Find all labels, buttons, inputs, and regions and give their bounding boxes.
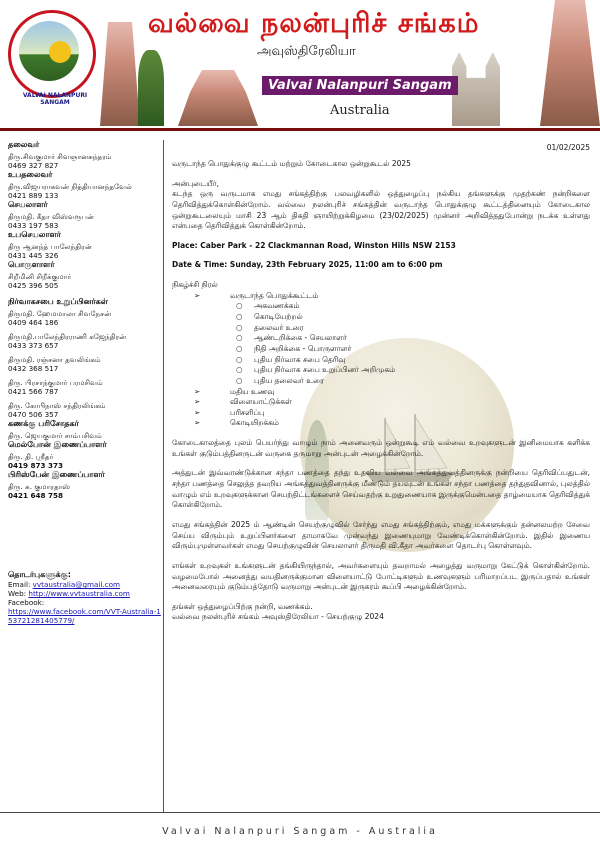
country-label: Australia — [330, 103, 390, 118]
logo-text: VALVAI NALANPURI SANGAM — [22, 92, 88, 106]
contact-heading: தொடர்புகளுக்கு: — [8, 570, 71, 579]
list-item-label: புதிய தலைவர் உரை — [254, 375, 325, 385]
position-secretary — [8, 200, 163, 230]
person-name: திருமதி. ஹேமமாலா சிவநேசன் — [8, 309, 112, 318]
list-item-label: பரிசளிப்பு — [230, 407, 265, 417]
role-label: கணக்கு பரிசோதகர் — [8, 419, 79, 428]
circle-bullet-icon: ○ — [236, 343, 243, 353]
role-label: உபசெயலாளர் — [8, 230, 61, 239]
role-label: செயலாளர் — [8, 200, 48, 209]
list-item-label: மதிய உணவு — [230, 386, 275, 396]
position-president — [8, 140, 163, 170]
position-brisbane-coordinator — [8, 470, 163, 500]
list-item-label: நிதி அறிக்கை - பொருளாளர் — [254, 343, 352, 353]
phone-number: 0409 464 186 — [8, 318, 59, 327]
committee-member — [8, 378, 163, 396]
footer-divider — [0, 812, 600, 813]
phone-number: 0421 889 133 — [8, 191, 59, 200]
program-other-list — [172, 387, 590, 430]
role-label: உபதலைவர் — [8, 170, 53, 179]
list-item — [172, 387, 590, 398]
circle-bullet-icon: ○ — [236, 322, 243, 332]
list-item-label: புதிய நிர்வாக சபை தெரிவு — [254, 354, 346, 364]
association-logo — [8, 10, 96, 98]
list-item — [172, 376, 590, 387]
program-heading: நிகழ்ச்சி நிரல் — [172, 280, 218, 290]
web-label: Web: — [8, 589, 27, 598]
circle-bullet-icon: ○ — [236, 333, 243, 343]
list-item-label: விளையாட்டுக்கள் — [230, 397, 292, 407]
contact-block — [8, 570, 163, 625]
circle-bullet-icon: ○ — [236, 312, 243, 322]
email-label: Email: — [8, 580, 31, 589]
phone-number: 0421 566 787 — [8, 387, 59, 396]
tamil-subtitle: அவுஸ்திரேலியா — [257, 44, 356, 59]
person-name: திரு. சு. குமாரதாஸ் — [8, 482, 71, 491]
program-list — [172, 291, 590, 302]
arrow-bullet-icon: ➢ — [194, 407, 201, 417]
phone-number: 0432 368 517 — [8, 364, 59, 373]
committee-member — [8, 355, 163, 373]
person-name: திரு. பிரசாந்குமார் பரமசிவம் — [8, 378, 103, 387]
agm-agenda-list — [172, 301, 590, 386]
letterhead — [0, 0, 600, 130]
position-vice-president — [8, 170, 163, 200]
arrow-bullet-icon: ➢ — [194, 418, 201, 428]
list-item-label: புதிய நிர்வாக சபை உறுப்பினர் அறிமுகம் — [254, 365, 396, 375]
position-auditor — [8, 419, 163, 440]
header-divider — [0, 128, 600, 131]
position-vice-secretary — [8, 230, 163, 260]
paragraph-committee-call: எமது சங்கத்தின் 2025 ம் ஆண்டின் செயற்குழுவில் சேர்ந்து எமது சங்கத்திற்கும், எமது மக்களுக்கும் தன்னலமற்ற சேவை செய்ய விரும்பும் உறுப்பினர்களை தாமாகவே முன்வந்து இணையுமாறு வேண்டிக்கொள்கின்றோம். இதில் இணைய விரும்புமுள்ளவர்கள் எமது செயற்குழுவின் செயலாளர் திருமதி வி.கீதா அவர்களை தொடர்பு கொள்ளவும். — [172, 519, 590, 551]
role-label: தலைவர் — [8, 140, 40, 149]
position-melbourne-coordinator — [8, 440, 163, 470]
tamil-title: வல்வை நலன்புரிச் சங்கம் — [148, 8, 480, 39]
list-item — [172, 301, 590, 312]
list-item — [172, 333, 590, 344]
email-link[interactable]: vvtaustralia@gmail.com — [32, 580, 121, 589]
arrow-bullet-icon: ➢ — [194, 397, 201, 407]
list-item — [172, 397, 590, 408]
arrow-bullet-icon: ➢ — [194, 290, 201, 300]
footer-text: Valvai Nalanpuri Sangam - Australia — [162, 826, 438, 837]
list-item — [172, 418, 590, 429]
phone-number: 0470 506 357 — [8, 410, 59, 419]
phone-number: 0433 373 657 — [8, 341, 59, 350]
english-title: Valvai Nalanpuri Sangam — [262, 76, 458, 95]
letter-date: 01/02/2025 — [546, 143, 590, 152]
paragraph-invitation: கோடைகாலத்தை புலம் பெயர்ந்து வாழும் நாம் அனைவரும் ஒன்றுகூடி எம் வல்வை உறவுகளுடன் இனிமையாக களிக்க உங்கள் குடும்பத்தினருடன் வருகை தருமாறு அன்புடன் அழைக்கின்றோம். — [172, 438, 590, 458]
circle-bullet-icon: ○ — [236, 301, 243, 311]
committee-member — [8, 401, 163, 419]
paragraph-subscription: அத்துடன் இவ்வாண்டுக்கான சந்தா பணத்தை தந்து உதவிய வல்வை அங்கத்துவத்தினருக்கு நன்றியை தெரிவிப்பதுடன், சந்தா பணத்தை செலுத்த தவறிய அங்கத்துவத்தினருக்கு மீண்டும் தயவுடன் உங்கள் சந்தா பணத்தை தந்துதவினால், புலத்தில் வாழும் எம் உறவுகளுக்கான செயற்திட்டங்களைச் செய்வதற்கு உறுதுணையாக இருக்குமென்பதை தாழ்மையாக தெரிவித்துக் கொள்கிறோம். — [172, 468, 590, 510]
role-label: பிரிஸ்பேன் இணைப்பாளர் — [8, 470, 105, 479]
letter-title: வருடாந்த பொதுக்குழு கூட்டம் மற்றும் கோடைகால ஒன்றுகூடல் 2025 — [172, 159, 411, 168]
list-item-label: வருடாந்த பொதுக்கூட்டம் — [230, 290, 319, 300]
list-item-label: கொடியேற்றல் — [254, 312, 303, 322]
phone-number: 0425 396 505 — [8, 281, 59, 290]
person-name: திருமதி. ரஞ்சனா தவலிங்கம் — [8, 355, 101, 364]
person-name: திருமதி.பாலேந்திரராணி கஜேந்திரன் — [8, 332, 127, 341]
list-item — [172, 365, 590, 376]
palm-tree-image — [138, 50, 164, 126]
circle-bullet-icon: ○ — [236, 375, 243, 385]
phone-number: 0433 197 583 — [8, 221, 59, 230]
list-item — [172, 344, 590, 355]
list-item-label: தலைவர் உரை — [254, 322, 304, 332]
temple-gopuram-image — [100, 22, 140, 126]
web-row — [8, 589, 163, 598]
person-name: திரு ஆனந்த் பாலேந்திரன் — [8, 242, 92, 251]
person-name: திரு. கோபிநாஸ் சந்திரலிங்கம் — [8, 401, 106, 410]
facebook-link[interactable]: https://www.facebook.com/VVT-Australia-153721281405779/ — [8, 607, 161, 625]
committee-sidebar — [8, 140, 163, 780]
phone-number: 0419 873 373 — [8, 461, 64, 470]
position-treasurer — [8, 260, 163, 290]
circle-bullet-icon: ○ — [236, 365, 243, 375]
salutation: அன்புடையீர், — [172, 178, 219, 188]
person-name: திரு.விஜயராகவன் நித்தியானந்தவேல் — [8, 182, 133, 191]
list-item-label: ஆண்டறிக்கை - செயலாளர் — [254, 333, 347, 343]
facebook-label: Facebook: — [8, 598, 45, 607]
paragraph-intro: கடந்த ஒரு வருடமாக எமது சங்கத்திற்கு பலவழிகளில் ஒத்துழைப்பு நல்கிய தங்களுக்கு முதற்கண் நன்றிகளை தெரிவித்துக்கொள்கின்றோம். வல்வை நலன்புரிச் சங்கத்தின் வருடாந்த பொதுக்குழு கூட்டத்தினையும் கோடைகால ஒன்றுகூடலையும் மாசி 23 ஆம் திகதி ஞாயிற்றுக்கிழமை (23/02/2025) முன்னர் அறிவித்ததுபோன்று நடக்க உள்ளது என்பதை தெரிவித்துக் கொள்கின்றோம். — [172, 189, 590, 231]
committee-member — [8, 332, 163, 350]
person-name: திரு. தி. ஸ்ரீதர் — [8, 452, 54, 461]
person-name: திரு.சிவகுமார் சிவஞானசுந்தரம் — [8, 152, 112, 161]
list-item — [172, 323, 590, 334]
closing-thanks: தங்கள் ஒத்துழைப்பிற்கு நன்றி, வணக்கம். — [172, 601, 313, 611]
list-item-label: கொடியிறக்கம் — [230, 418, 279, 428]
vertical-divider — [163, 140, 164, 812]
phone-number: 0431 445 326 — [8, 251, 59, 260]
phone-number: 0421 648 758 — [8, 491, 64, 500]
phone-number: 0469 327 827 — [8, 161, 59, 170]
role-label: பொருளாளர் — [8, 260, 55, 269]
person-name: திரு. ஜெயகுமார் சாம்பசிவம் — [8, 431, 102, 440]
event-datetime: Date & Time: Sunday, 23th February 2025, 11:00 am to 6:00 pm — [172, 260, 443, 270]
arrow-bullet-icon: ➢ — [194, 386, 201, 396]
role-label: மெல்போன் இணைப்பாளர் — [8, 440, 107, 449]
person-name: திருமதி. கீதா விஸ்வரூபன் — [8, 212, 94, 221]
list-item — [172, 355, 590, 366]
circle-bullet-icon: ○ — [236, 354, 243, 364]
website-link[interactable]: http://www.vvtaustralia.com — [28, 589, 130, 598]
list-item-label: அகவணக்கம் — [254, 301, 300, 311]
paragraph-family-invite: எங்கள் உறவுகள் உங்களுடன் தங்கியிருந்தால், அவர்களையும் தவறாமல் அழைத்து வருமாறு கேட்டுக் கொள்கின்றோம். வழமைபோல் அனைத்து வயதினருக்குமான விளையாட்டு போட்டிகளும் உணவுகளும் பரிமாறப்பட இருப்பதால் உங்கள் அனைவரையும் குடும்பத்தோடு வருமாறு அன்புடன் இருகரம் கூப்பி அழைக்கின்றோம். — [172, 560, 590, 592]
temple-image — [178, 70, 258, 126]
event-place: Place: Caber Park - 22 Clackmannan Road, Winston Hills NSW 2153 — [172, 240, 456, 250]
list-item — [172, 291, 590, 302]
person-name: சிறீமினி சிறீக்குமார் — [8, 272, 72, 281]
committee-member — [8, 309, 163, 327]
list-item — [172, 312, 590, 323]
list-item — [172, 408, 590, 419]
letter-body — [172, 143, 590, 623]
email-row — [8, 580, 163, 589]
closing-signature: வல்வை நலன்புரிச் சங்கம் அவுஸ்திரேலியா - செயற்குழு 2024 — [172, 612, 384, 622]
committee-heading: நிர்வாகசபை உறுப்பினர்கள் — [8, 297, 108, 306]
